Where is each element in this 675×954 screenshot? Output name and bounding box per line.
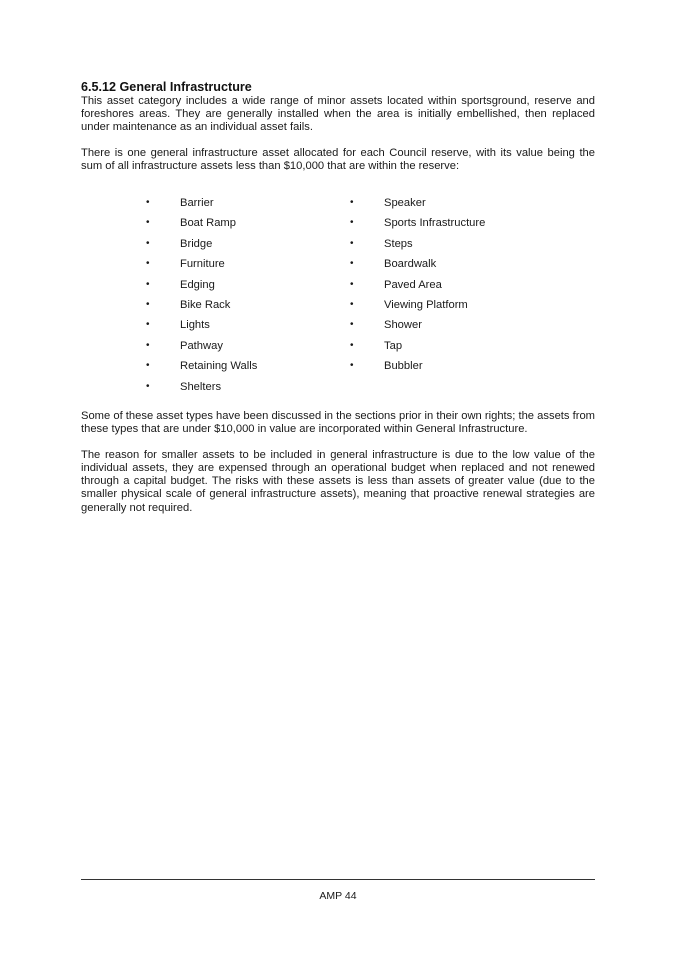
list-item: • Pathway [146, 336, 257, 356]
bullet-icon: • [146, 298, 150, 310]
list-item: • Edging [146, 275, 257, 295]
asset-list-left [146, 193, 257, 397]
list-item: • Bubbler [350, 356, 485, 376]
list-item: • Furniture [146, 254, 257, 274]
list-item: • Speaker [350, 193, 485, 213]
bullet-icon: • [350, 197, 354, 208]
bullet-icon: • [146, 237, 150, 249]
section-intro [81, 80, 595, 173]
list-item: • Retaining Walls [146, 356, 257, 376]
list-item: • Lights [146, 315, 257, 335]
bullet-icon: • [350, 237, 354, 249]
bullet-icon: • [146, 197, 150, 208]
list-item: • Shower [350, 315, 485, 335]
list-item: • Sports Infrastructure [350, 213, 485, 233]
section-heading: 6.5.12 General Infrastructure [81, 80, 252, 94]
bullet-icon: • [146, 319, 150, 331]
list-item: • Boardwalk [350, 254, 485, 274]
bullet-icon: • [350, 298, 354, 310]
list-item: • Barrier [146, 193, 257, 213]
bullet-icon: • [350, 217, 354, 229]
section-closing [81, 410, 595, 515]
bullet-icon: • [350, 360, 354, 372]
list-item: • Bike Rack [146, 295, 257, 315]
bullet-icon: • [146, 278, 150, 290]
asset-list-right [350, 193, 485, 377]
bullet-icon: • [146, 360, 150, 372]
rationale-paragraph: The reason for smaller assets to be included in general infrastructure is due to the low value of the individual assets, they are expensed through an operational budget when replaced and not renewed through a capital budget. The risks with these assets is less than assets of greater value (due to the smaller physical scale of general infrastructure assets), meaning that proactive renewal strategies are generally not required. [81, 449, 595, 514]
bullet-icon: • [146, 380, 150, 392]
bullet-icon: • [146, 339, 150, 351]
list-item: • Viewing Platform [350, 295, 485, 315]
list-item: • Paved Area [350, 275, 485, 295]
page-number: AMP 44 [319, 890, 357, 902]
list-item: • Bridge [146, 234, 257, 254]
prior-sections-paragraph: Some of these asset types have been discussed in the sections prior in their own rights; the assets from these types that are under $10,000 in value are incorporated within General Infrastructure. [81, 410, 595, 436]
list-item: • Boat Ramp [146, 213, 257, 233]
bullet-icon: • [350, 319, 354, 331]
footer-divider [81, 879, 595, 880]
bullet-icon: • [350, 339, 354, 351]
list-item: • Shelters [146, 377, 257, 397]
bullet-icon: • [146, 258, 150, 270]
bullet-icon: • [146, 217, 150, 229]
list-item: • Steps [350, 234, 485, 254]
intro-paragraph: This asset category includes a wide range of minor assets located within sportsground, reserve and foreshores areas. They are generally installed when the area is initially embellished, then replaced under maintenance as an individual asset fails. [81, 95, 595, 134]
bullet-icon: • [350, 278, 354, 290]
bullet-icon: • [350, 258, 354, 270]
asset-type-lists [81, 193, 595, 393]
allocation-paragraph: There is one general infrastructure asset allocated for each Council reserve, with its value being the sum of all infrastructure assets less than $10,000 that are within the reserve: [81, 147, 595, 173]
list-item: • Tap [350, 336, 485, 356]
